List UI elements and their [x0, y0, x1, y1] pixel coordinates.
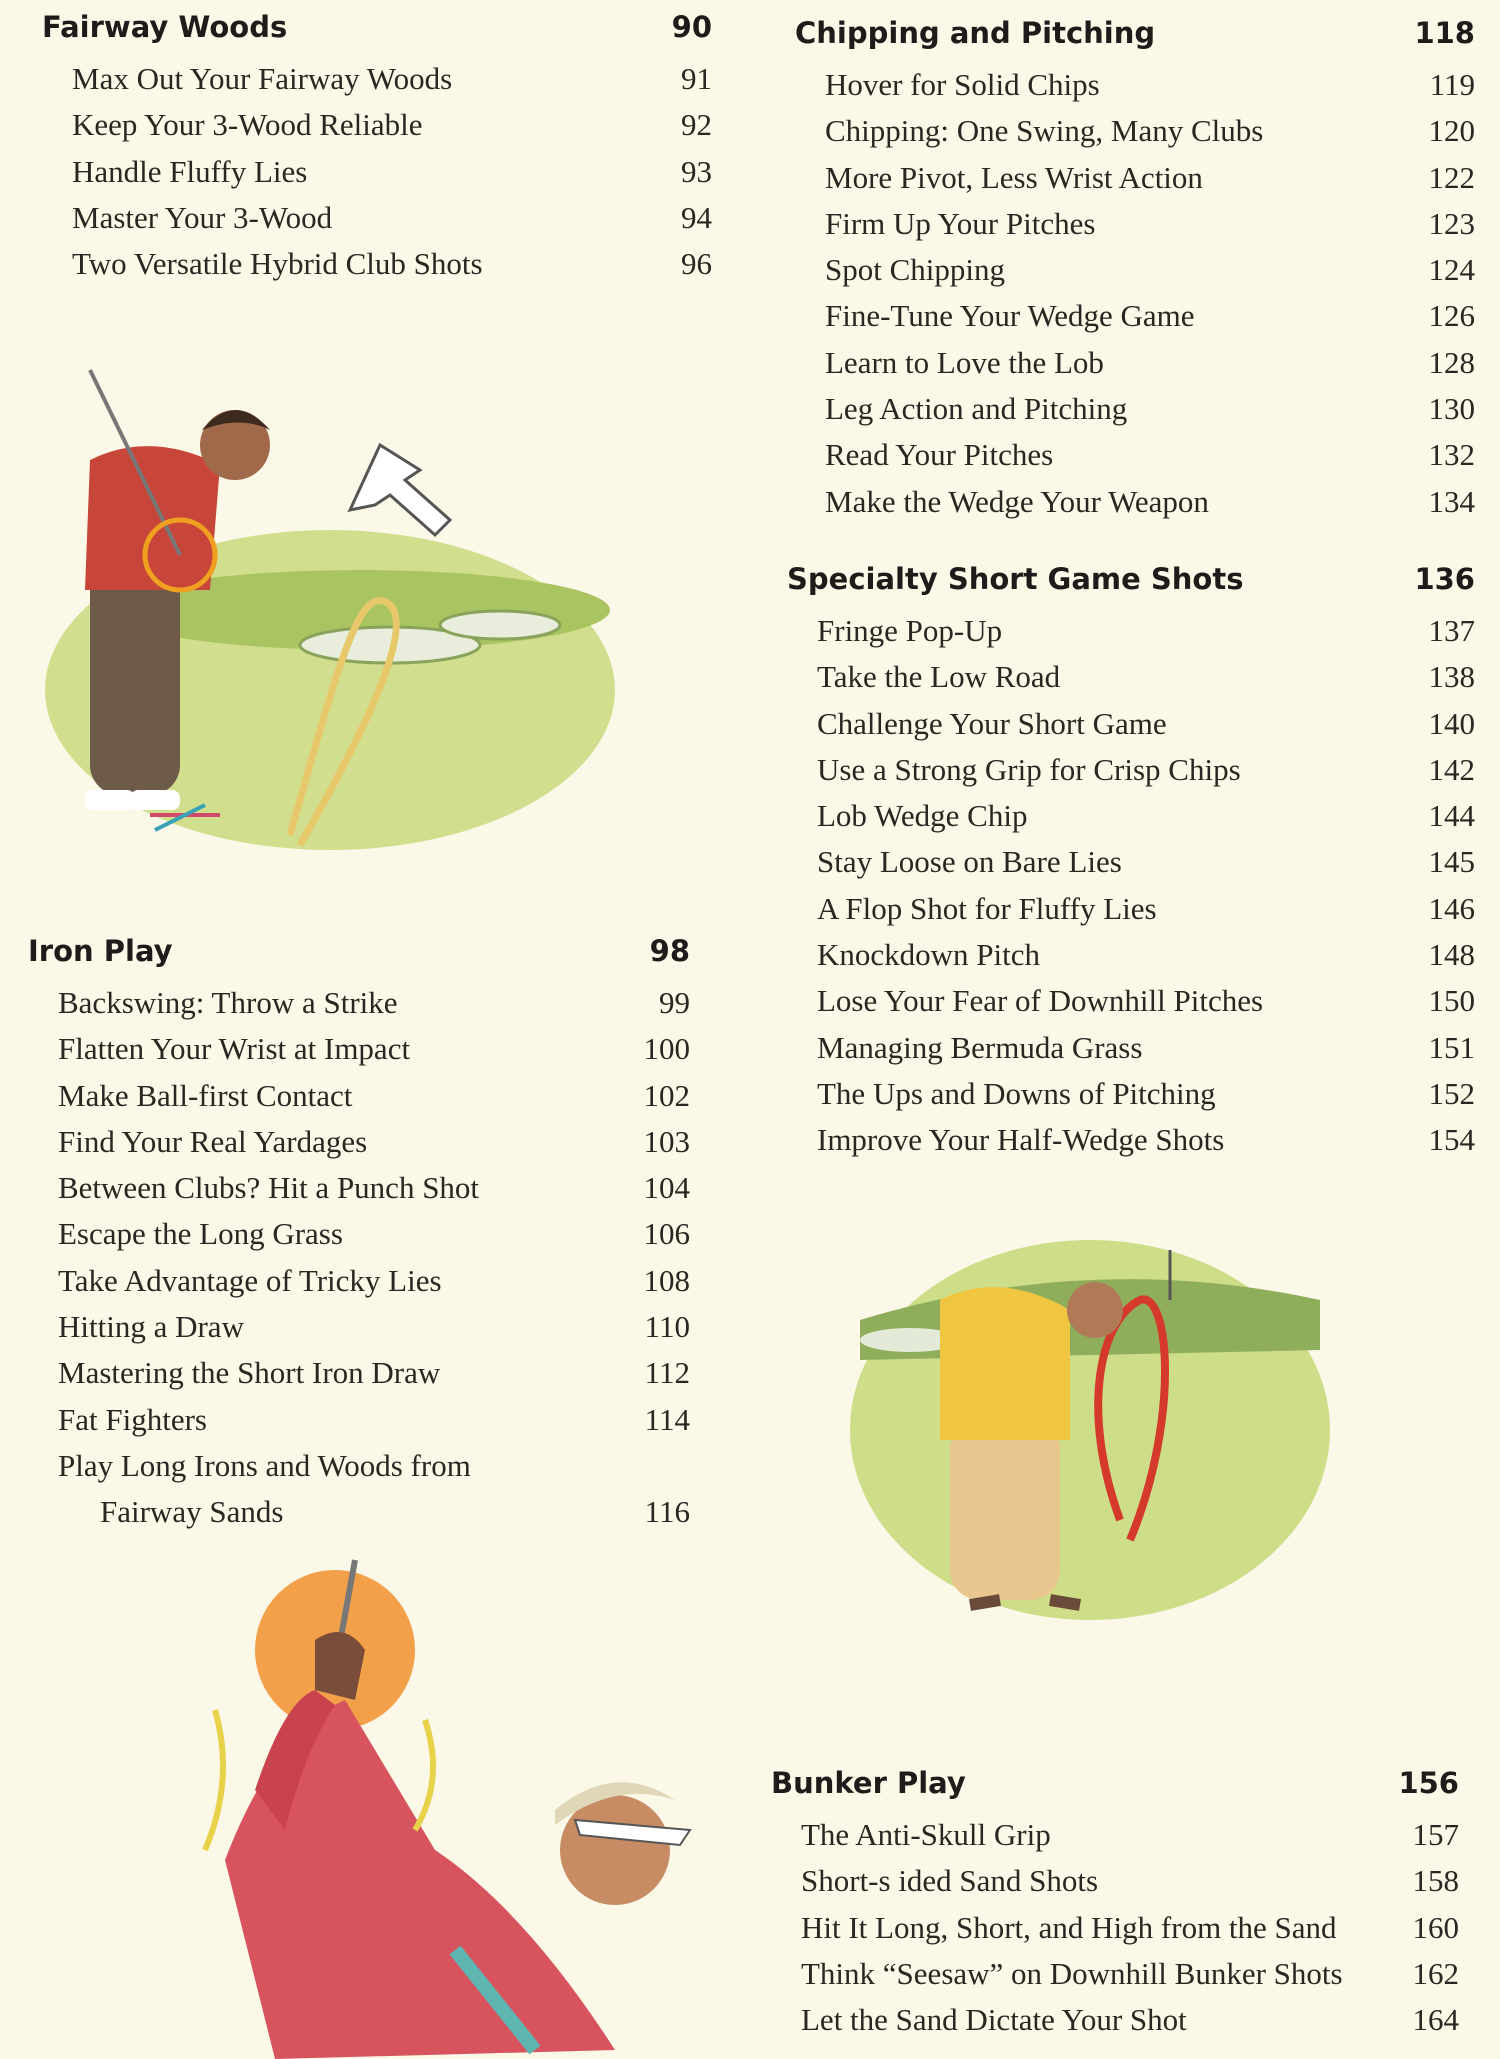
toc-entry[interactable] [795, 247, 1475, 293]
toc-entry[interactable] [771, 1997, 1459, 2043]
toc-entry[interactable] [787, 978, 1475, 1024]
toc-entry[interactable] [28, 1026, 690, 1072]
section-title: Bunker Play [771, 1766, 966, 1800]
entry-title: Read Your Pitches [825, 437, 1054, 473]
toc-entry[interactable] [42, 56, 712, 102]
entry-title: Learn to Love the Lob [825, 344, 1104, 380]
entry-page: 104 [643, 1170, 690, 1206]
entry-title: Fringe Pop-Up [817, 613, 1003, 648]
entry-title: The Ups and Downs of Pitching [817, 1075, 1216, 1111]
toc-entry[interactable] [771, 1905, 1459, 1951]
toc-entry[interactable] [771, 1951, 1459, 1997]
toc-entry[interactable] [787, 701, 1475, 747]
section-page: 90 [671, 10, 712, 44]
section-chipping-and-pitching [795, 16, 1475, 525]
section-title: Fairway Woods [42, 10, 288, 44]
section-page: 156 [1398, 1766, 1459, 1800]
section-header[interactable] [771, 1766, 1459, 1812]
toc-entry[interactable] [795, 201, 1475, 247]
toc-entry[interactable] [42, 195, 712, 241]
entry-title: Challenge Your Short Game [817, 705, 1167, 741]
toc-entry[interactable] [28, 1397, 690, 1443]
entry-title: Knockdown Pitch [817, 937, 1041, 973]
entry-page: 158 [1412, 1863, 1459, 1899]
entry-title: Mastering the Short Iron Draw [58, 1355, 441, 1391]
section-iron-play [28, 934, 690, 1536]
entry-title: Make Ball-first Contact [58, 1077, 353, 1113]
entry-page: 160 [1412, 1909, 1459, 1945]
entry-title: Flatten Your Wrist at Impact [58, 1031, 411, 1067]
entry-title: Keep Your 3-Wood Reliable [72, 107, 423, 143]
entry-title: Firm Up Your Pitches [825, 205, 1096, 241]
toc-entry[interactable] [28, 1443, 690, 1489]
toc-entry[interactable] [787, 747, 1475, 793]
entry-page: 151 [1428, 1029, 1475, 1065]
toc-entry[interactable] [795, 340, 1475, 386]
toc-entry[interactable] [771, 1812, 1459, 1858]
section-title: Specialty Short Game Shots [787, 562, 1244, 596]
entry-page: 138 [1428, 659, 1475, 695]
entry-page: 112 [644, 1355, 690, 1391]
entry-page: 152 [1428, 1075, 1475, 1111]
entry-title: Lob Wedge Chip [817, 798, 1028, 834]
section-title: Iron Play [28, 934, 173, 968]
entry-title: Lose Your Fear of Downhill Pitches [817, 983, 1264, 1019]
entry-title: Short-s ided Sand Shots [801, 1863, 1099, 1899]
section-specialty-short-game [787, 562, 1475, 1164]
entry-title: Take Advantage of Tricky Lies [58, 1262, 442, 1298]
entry-page: 134 [1428, 483, 1475, 519]
section-header[interactable] [42, 10, 712, 56]
entry-page: 91 [681, 61, 712, 96]
entry-title: Make the Wedge Your Weapon [825, 483, 1209, 519]
entry-title: Fine-Tune Your Wedge Game [825, 298, 1195, 334]
entry-title: Handle Fluffy Lies [72, 153, 308, 189]
entry-title: More Pivot, Less Wrist Action [825, 159, 1203, 195]
entry-title: Leg Action and Pitching [825, 391, 1128, 427]
entry-page: 120 [1428, 113, 1475, 149]
entry-title: The Anti-Skull Grip [801, 1817, 1051, 1852]
entry-title: Between Clubs? Hit a Punch Shot [58, 1170, 480, 1206]
entry-title: Escape the Long Grass [58, 1216, 343, 1252]
toc-entry[interactable] [787, 608, 1475, 654]
toc-entry[interactable] [795, 432, 1475, 478]
section-page: 136 [1414, 562, 1475, 596]
entry-page: 108 [643, 1262, 690, 1298]
toc-entry[interactable] [787, 839, 1475, 885]
toc-entry[interactable] [787, 793, 1475, 839]
section-title: Chipping and Pitching [795, 16, 1156, 50]
toc-entry[interactable] [28, 1258, 690, 1304]
entry-page: 96 [681, 246, 712, 282]
entry-title: Find Your Real Yardages [58, 1123, 368, 1159]
entry-title: Chipping: One Swing, Many Clubs [825, 113, 1264, 149]
toc-entry[interactable] [795, 62, 1475, 108]
toc-entry[interactable] [787, 1025, 1475, 1071]
entry-page: 94 [681, 199, 712, 235]
entry-title: Think “Seesaw” on Downhill Bunker Shots [801, 1955, 1343, 1991]
toc-entry[interactable] [795, 479, 1475, 525]
entry-page: 122 [1428, 159, 1475, 195]
toc-entry[interactable] [795, 386, 1475, 432]
toc-entry[interactable] [42, 149, 712, 195]
toc-entry[interactable] [795, 108, 1475, 154]
entry-page: 164 [1412, 2002, 1459, 2038]
entry-page: 123 [1428, 205, 1475, 241]
section-header[interactable] [28, 934, 690, 980]
section-page: 98 [649, 934, 690, 968]
section-header[interactable] [795, 16, 1475, 62]
toc-entry[interactable] [787, 1117, 1475, 1163]
entry-page: 110 [644, 1309, 690, 1345]
pitching-golfer-illustration [840, 1190, 1340, 1630]
entry-page: 148 [1428, 937, 1475, 973]
toc-entry[interactable] [28, 1119, 690, 1165]
toc-entry[interactable] [787, 1071, 1475, 1117]
entry-page: 128 [1428, 344, 1475, 380]
entry-page: 132 [1428, 437, 1475, 473]
entry-page: 119 [1429, 67, 1475, 102]
entry-page: 92 [681, 107, 712, 143]
entry-title: A Flop Shot for Fluffy Lies [817, 890, 1157, 926]
entry-title: Two Versatile Hybrid Club Shots [72, 246, 483, 282]
toc-entry[interactable] [28, 1304, 690, 1350]
entry-title: Let the Sand Dictate Your Shot [801, 2002, 1187, 2038]
toc-entry[interactable] [28, 1073, 690, 1119]
entry-page: 126 [1428, 298, 1475, 334]
section-header[interactable] [787, 562, 1475, 608]
toc-entry[interactable] [28, 1350, 690, 1396]
toc-entry[interactable] [787, 654, 1475, 700]
entry-page: 99 [659, 985, 690, 1020]
toc-entry[interactable] [42, 241, 712, 287]
entry-title: Improve Your Half-Wedge Shots [817, 1122, 1225, 1158]
entry-page: 100 [643, 1031, 690, 1067]
toc-entry[interactable] [42, 102, 712, 148]
entry-title: Backswing: Throw a Strike [58, 985, 398, 1020]
toc-entry[interactable] [795, 293, 1475, 339]
toc-entry[interactable] [787, 886, 1475, 932]
entry-page: 150 [1428, 983, 1475, 1019]
toc-entry[interactable] [28, 980, 690, 1026]
toc-entry[interactable] [28, 1489, 690, 1535]
section-bunker-play [771, 1766, 1459, 2043]
entry-page: 102 [643, 1077, 690, 1113]
entry-title: Max Out Your Fairway Woods [72, 61, 453, 96]
entry-page: 140 [1428, 705, 1475, 741]
entry-title: Use a Strong Grip for Crisp Chips [817, 751, 1241, 787]
entry-page: 162 [1412, 1955, 1459, 1991]
entry-title: Stay Loose on Bare Lies [817, 844, 1122, 880]
entry-title: Master Your 3-Wood [72, 199, 333, 235]
toc-entry[interactable] [771, 1858, 1459, 1904]
entry-page: 124 [1428, 252, 1475, 288]
fairway-wood-golfer-illustration [30, 360, 620, 890]
entry-page: 103 [643, 1123, 690, 1159]
toc-entry[interactable] [795, 155, 1475, 201]
toc-entry[interactable] [28, 1211, 690, 1257]
entry-title: Spot Chipping [825, 252, 1006, 288]
entry-page: 116 [644, 1494, 690, 1530]
entry-title: Hit It Long, Short, and High from the Sand [801, 1909, 1337, 1945]
entry-page: 137 [1428, 613, 1475, 648]
entry-page: 93 [681, 153, 712, 189]
entry-page: 106 [643, 1216, 690, 1252]
section-page: 118 [1414, 16, 1475, 50]
entry-page: 114 [644, 1401, 690, 1437]
entry-title: Play Long Irons and Woods from [58, 1447, 471, 1483]
entry-page: 130 [1428, 391, 1475, 427]
entry-title: Hover for Solid Chips [825, 67, 1100, 102]
entry-title: Fairway Sands [100, 1494, 284, 1530]
entry-title: Take the Low Road [817, 659, 1061, 695]
entry-page: 145 [1428, 844, 1475, 880]
toc-entry[interactable] [787, 932, 1475, 978]
entry-page: 146 [1428, 890, 1475, 926]
iron-play-golfer-illustration [195, 1530, 715, 2059]
section-fairway-woods [42, 10, 712, 287]
entry-page: 154 [1428, 1122, 1475, 1158]
entry-title: Managing Bermuda Grass [817, 1029, 1143, 1065]
entry-title: Hitting a Draw [58, 1309, 244, 1345]
entry-page: 142 [1428, 751, 1475, 787]
entry-page: 144 [1428, 798, 1475, 834]
entry-page: 157 [1412, 1817, 1459, 1852]
entry-title: Fat Fighters [58, 1401, 207, 1437]
toc-entry[interactable] [28, 1165, 690, 1211]
